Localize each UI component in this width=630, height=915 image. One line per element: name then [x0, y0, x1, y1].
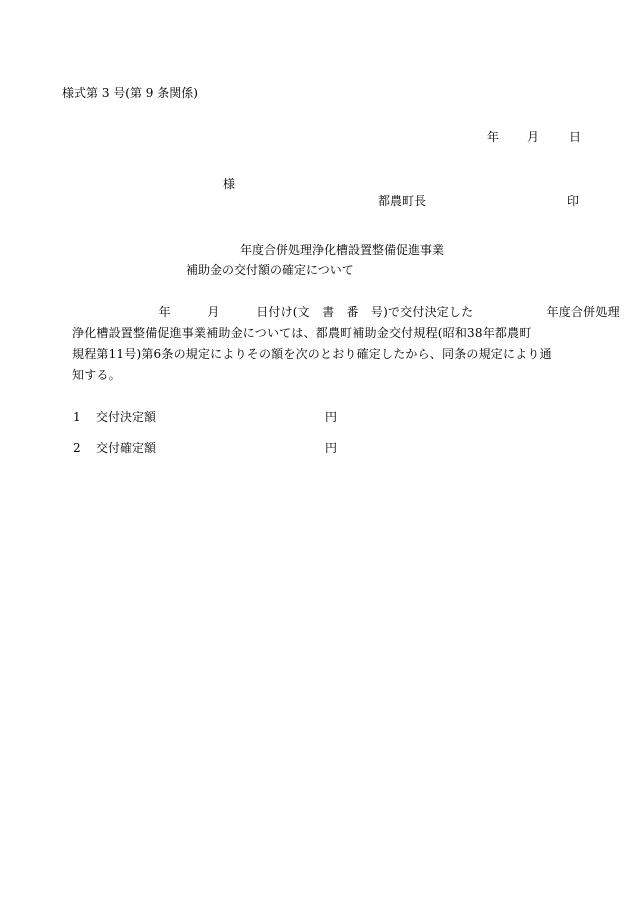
body-line: 知する。 — [72, 368, 121, 382]
item-label-decision-amount: 交付決定額 — [96, 410, 157, 424]
date-day-label: 日 — [569, 130, 582, 144]
item-unit: 円 — [325, 441, 338, 455]
date-year-label: 年 — [487, 130, 500, 144]
item-number: 1 — [73, 410, 81, 424]
item-number: 2 — [73, 441, 81, 455]
document-title-line2: 補助金の交付額の確定について — [186, 263, 354, 277]
addressee-honorific: 様 — [223, 177, 236, 191]
form-number: 様式第 3 号(第 9 条関係) — [62, 86, 198, 100]
date-month-label: 月 — [527, 130, 540, 144]
seal-mark: 印 — [567, 194, 580, 208]
item-unit: 円 — [325, 410, 338, 424]
item-label-confirmed-amount: 交付確定額 — [96, 441, 157, 455]
body-paragraph — [61, 302, 620, 386]
body-line: 浄化槽設置整備促進事業補助金については、都農町補助金交付規程(昭和38年都農町 — [72, 326, 532, 340]
body-line: 年 月 日付け(文 書 番 号)で交付決定した 年度合併処理 — [61, 305, 620, 319]
sender-title: 都農町長 — [378, 194, 427, 208]
body-line: 規程第11号)第6条の規定によりその額を次のとおり確定したから、同条の規定により通 — [72, 347, 552, 361]
document-title-line1: 年度合併処理浄化槽設置整備促進事業 — [240, 243, 445, 257]
